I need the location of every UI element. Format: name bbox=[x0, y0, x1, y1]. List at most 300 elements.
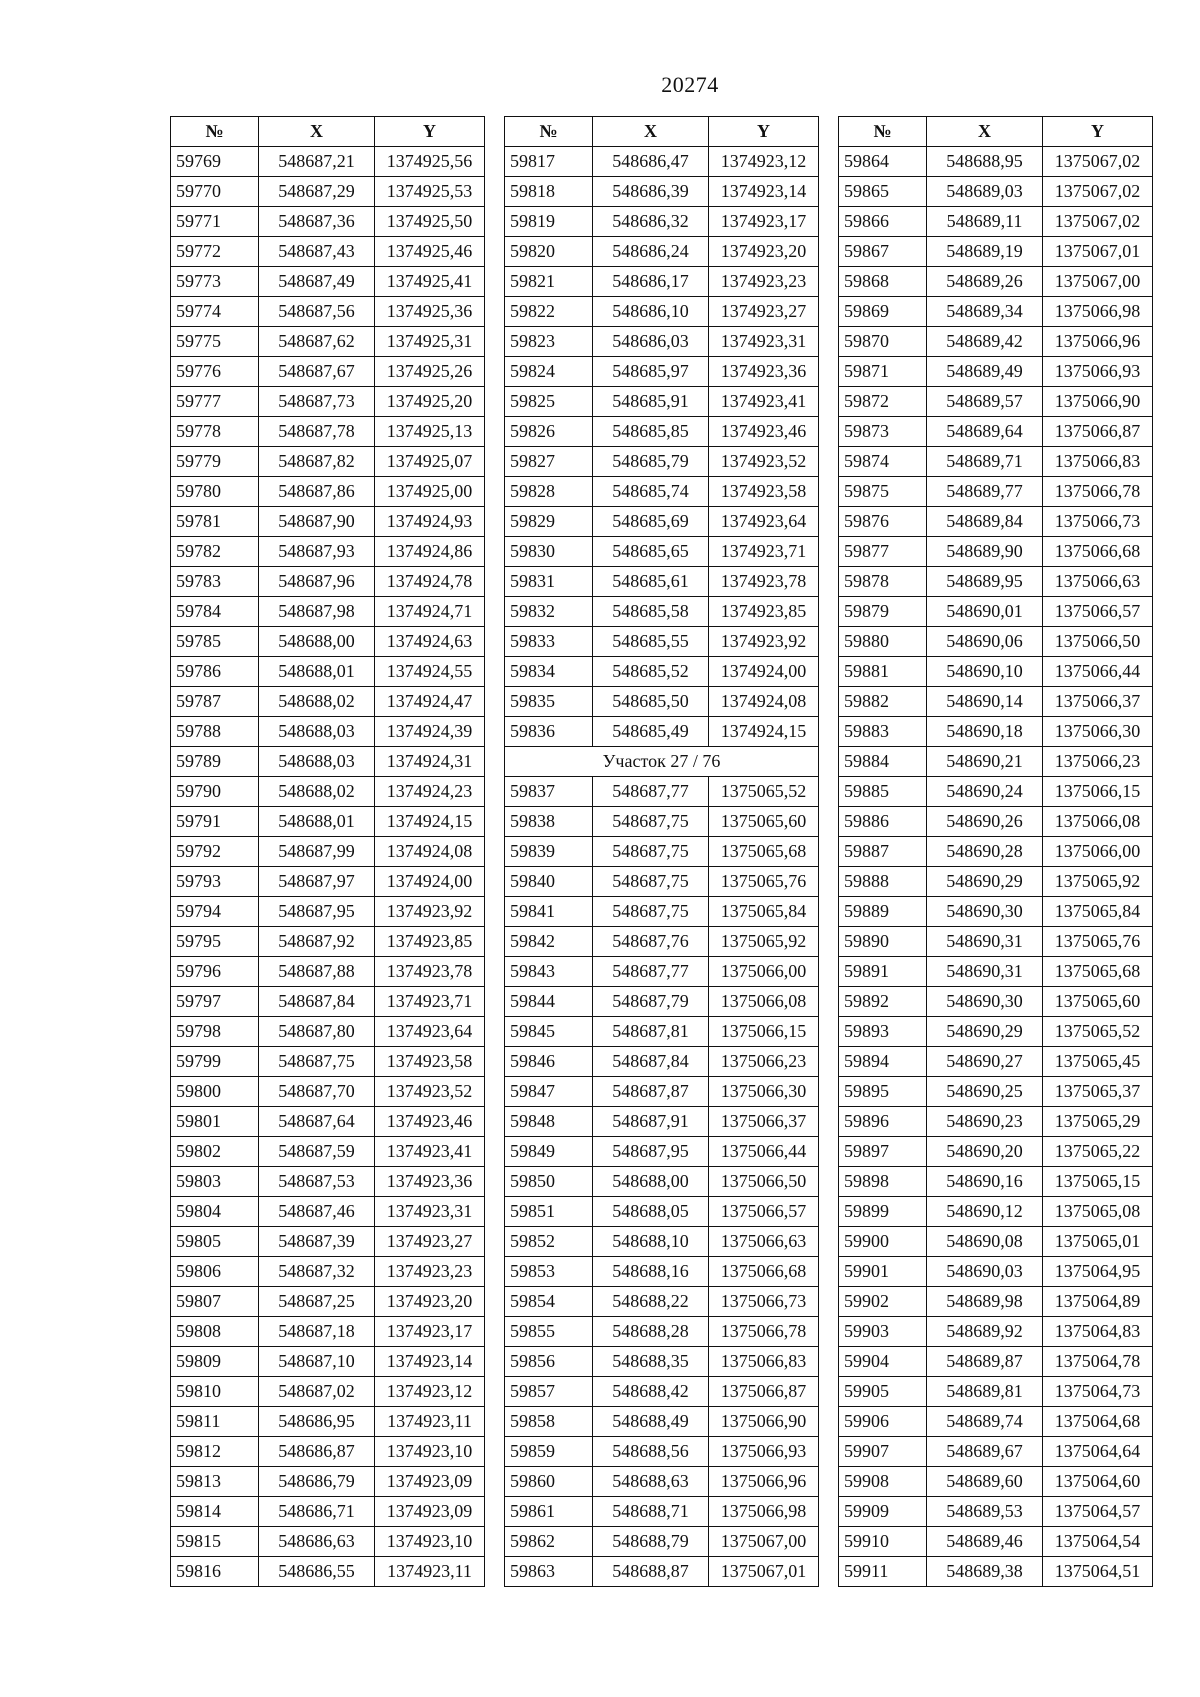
table-row bbox=[171, 1197, 485, 1227]
y-coordinate-cell: 1375064,78 bbox=[1043, 1347, 1153, 1377]
y-coordinate-cell: 1375064,54 bbox=[1043, 1527, 1153, 1557]
point-number-cell: 59861 bbox=[505, 1497, 593, 1527]
table-row bbox=[839, 207, 1153, 237]
point-number-cell: 59860 bbox=[505, 1467, 593, 1497]
point-number-cell: 59843 bbox=[505, 957, 593, 987]
point-number-cell: 59863 bbox=[505, 1557, 593, 1587]
table-row bbox=[839, 717, 1153, 747]
x-coordinate-cell: 548685,50 bbox=[593, 687, 709, 717]
table-row bbox=[839, 747, 1153, 777]
table-row bbox=[505, 387, 819, 417]
x-coordinate-cell: 548687,84 bbox=[593, 1047, 709, 1077]
x-coordinate-cell: 548687,79 bbox=[593, 987, 709, 1017]
y-coordinate-cell: 1375065,60 bbox=[709, 807, 819, 837]
x-coordinate-cell: 548690,31 bbox=[927, 927, 1043, 957]
table-row bbox=[839, 387, 1153, 417]
x-coordinate-cell: 548687,93 bbox=[259, 537, 375, 567]
point-number-cell: 59815 bbox=[171, 1527, 259, 1557]
point-number-cell: 59851 bbox=[505, 1197, 593, 1227]
y-coordinate-cell: 1375065,92 bbox=[709, 927, 819, 957]
point-number-cell: 59839 bbox=[505, 837, 593, 867]
x-coordinate-cell: 548690,29 bbox=[927, 1017, 1043, 1047]
point-number-cell: 59868 bbox=[839, 267, 927, 297]
table-header-row bbox=[171, 117, 485, 147]
x-coordinate-cell: 548685,58 bbox=[593, 597, 709, 627]
point-number-cell: 59791 bbox=[171, 807, 259, 837]
x-coordinate-cell: 548688,79 bbox=[593, 1527, 709, 1557]
y-coordinate-cell: 1374923,14 bbox=[375, 1347, 485, 1377]
point-number-cell: 59846 bbox=[505, 1047, 593, 1077]
y-coordinate-cell: 1374925,13 bbox=[375, 417, 485, 447]
point-number-cell: 59894 bbox=[839, 1047, 927, 1077]
x-coordinate-cell: 548687,95 bbox=[259, 897, 375, 927]
table-row bbox=[171, 897, 485, 927]
y-coordinate-cell: 1374923,17 bbox=[709, 207, 819, 237]
table-row bbox=[839, 1197, 1153, 1227]
point-number-cell: 59873 bbox=[839, 417, 927, 447]
y-coordinate-cell: 1375066,63 bbox=[1043, 567, 1153, 597]
point-number-cell: 59887 bbox=[839, 837, 927, 867]
y-coordinate-cell: 1374924,86 bbox=[375, 537, 485, 567]
table-row bbox=[171, 627, 485, 657]
y-coordinate-cell: 1374923,12 bbox=[709, 147, 819, 177]
y-coordinate-cell: 1374924,00 bbox=[375, 867, 485, 897]
y-coordinate-cell: 1374923,14 bbox=[709, 177, 819, 207]
header-num: № bbox=[505, 117, 593, 147]
table-row bbox=[505, 207, 819, 237]
x-coordinate-cell: 548687,02 bbox=[259, 1377, 375, 1407]
y-coordinate-cell: 1375066,15 bbox=[1043, 777, 1153, 807]
x-coordinate-cell: 548687,80 bbox=[259, 1017, 375, 1047]
y-coordinate-cell: 1375066,90 bbox=[1043, 387, 1153, 417]
point-number-cell: 59824 bbox=[505, 357, 593, 387]
table-row bbox=[839, 837, 1153, 867]
point-number-cell: 59796 bbox=[171, 957, 259, 987]
table-header-row bbox=[839, 117, 1153, 147]
point-number-cell: 59906 bbox=[839, 1407, 927, 1437]
y-coordinate-cell: 1375065,01 bbox=[1043, 1227, 1153, 1257]
x-coordinate-cell: 548690,26 bbox=[927, 807, 1043, 837]
x-coordinate-cell: 548689,64 bbox=[927, 417, 1043, 447]
table-row bbox=[171, 417, 485, 447]
table-row bbox=[505, 1437, 819, 1467]
y-coordinate-cell: 1374923,10 bbox=[375, 1437, 485, 1467]
point-number-cell: 59840 bbox=[505, 867, 593, 897]
table-row bbox=[171, 1497, 485, 1527]
x-coordinate-cell: 548687,18 bbox=[259, 1317, 375, 1347]
point-number-cell: 59849 bbox=[505, 1137, 593, 1167]
table-row bbox=[839, 1077, 1153, 1107]
y-coordinate-cell: 1375066,73 bbox=[1043, 507, 1153, 537]
table-row bbox=[171, 1347, 485, 1377]
x-coordinate-cell: 548688,02 bbox=[259, 777, 375, 807]
x-coordinate-cell: 548687,92 bbox=[259, 927, 375, 957]
table-row bbox=[171, 1377, 485, 1407]
table-row bbox=[505, 1347, 819, 1377]
point-number-cell: 59828 bbox=[505, 477, 593, 507]
y-coordinate-cell: 1374923,92 bbox=[375, 897, 485, 927]
y-coordinate-cell: 1375066,23 bbox=[709, 1047, 819, 1077]
x-coordinate-cell: 548689,46 bbox=[927, 1527, 1043, 1557]
x-coordinate-cell: 548689,77 bbox=[927, 477, 1043, 507]
x-coordinate-cell: 548686,03 bbox=[593, 327, 709, 357]
y-coordinate-cell: 1374924,08 bbox=[375, 837, 485, 867]
x-coordinate-cell: 548689,57 bbox=[927, 387, 1043, 417]
x-coordinate-cell: 548689,71 bbox=[927, 447, 1043, 477]
x-coordinate-cell: 548687,29 bbox=[259, 177, 375, 207]
point-number-cell: 59779 bbox=[171, 447, 259, 477]
table-row bbox=[171, 1137, 485, 1167]
table-row bbox=[505, 1377, 819, 1407]
y-coordinate-cell: 1374925,26 bbox=[375, 357, 485, 387]
x-coordinate-cell: 548688,03 bbox=[259, 717, 375, 747]
x-coordinate-cell: 548687,81 bbox=[593, 1017, 709, 1047]
y-coordinate-cell: 1375065,52 bbox=[1043, 1017, 1153, 1047]
point-number-cell: 59847 bbox=[505, 1077, 593, 1107]
x-coordinate-cell: 548687,91 bbox=[593, 1107, 709, 1137]
x-coordinate-cell: 548690,24 bbox=[927, 777, 1043, 807]
table-row bbox=[505, 1197, 819, 1227]
table-row bbox=[171, 747, 485, 777]
x-coordinate-cell: 548686,71 bbox=[259, 1497, 375, 1527]
y-coordinate-cell: 1375067,02 bbox=[1043, 147, 1153, 177]
x-coordinate-cell: 548687,36 bbox=[259, 207, 375, 237]
point-number-cell: 59827 bbox=[505, 447, 593, 477]
header-y: Y bbox=[709, 117, 819, 147]
point-number-cell: 59818 bbox=[505, 177, 593, 207]
coordinates-table-2 bbox=[504, 116, 819, 1587]
table-row bbox=[171, 267, 485, 297]
y-coordinate-cell: 1374923,36 bbox=[709, 357, 819, 387]
point-number-cell: 59848 bbox=[505, 1107, 593, 1137]
y-coordinate-cell: 1375066,63 bbox=[709, 1227, 819, 1257]
x-coordinate-cell: 548685,97 bbox=[593, 357, 709, 387]
point-number-cell: 59784 bbox=[171, 597, 259, 627]
y-coordinate-cell: 1375067,01 bbox=[709, 1557, 819, 1587]
point-number-cell: 59853 bbox=[505, 1257, 593, 1287]
table-row bbox=[171, 1557, 485, 1587]
point-number-cell: 59771 bbox=[171, 207, 259, 237]
table-row bbox=[171, 387, 485, 417]
point-number-cell: 59829 bbox=[505, 507, 593, 537]
x-coordinate-cell: 548686,24 bbox=[593, 237, 709, 267]
point-number-cell: 59881 bbox=[839, 657, 927, 687]
x-coordinate-cell: 548688,02 bbox=[259, 687, 375, 717]
x-coordinate-cell: 548688,01 bbox=[259, 657, 375, 687]
point-number-cell: 59773 bbox=[171, 267, 259, 297]
point-number-cell: 59890 bbox=[839, 927, 927, 957]
table-row bbox=[839, 237, 1153, 267]
x-coordinate-cell: 548688,22 bbox=[593, 1287, 709, 1317]
table-row bbox=[839, 447, 1153, 477]
y-coordinate-cell: 1374924,15 bbox=[709, 717, 819, 747]
table-row bbox=[839, 357, 1153, 387]
point-number-cell: 59821 bbox=[505, 267, 593, 297]
table-row bbox=[505, 1287, 819, 1317]
table-row bbox=[505, 417, 819, 447]
x-coordinate-cell: 548689,60 bbox=[927, 1467, 1043, 1497]
table-row bbox=[839, 777, 1153, 807]
y-coordinate-cell: 1375066,87 bbox=[709, 1377, 819, 1407]
y-coordinate-cell: 1374923,11 bbox=[375, 1407, 485, 1437]
y-coordinate-cell: 1374925,56 bbox=[375, 147, 485, 177]
x-coordinate-cell: 548690,27 bbox=[927, 1047, 1043, 1077]
x-coordinate-cell: 548687,96 bbox=[259, 567, 375, 597]
x-coordinate-cell: 548687,87 bbox=[593, 1077, 709, 1107]
point-number-cell: 59819 bbox=[505, 207, 593, 237]
x-coordinate-cell: 548688,95 bbox=[927, 147, 1043, 177]
point-number-cell: 59789 bbox=[171, 747, 259, 777]
x-coordinate-cell: 548686,87 bbox=[259, 1437, 375, 1467]
point-number-cell: 59798 bbox=[171, 1017, 259, 1047]
y-coordinate-cell: 1375066,78 bbox=[1043, 477, 1153, 507]
y-coordinate-cell: 1374923,71 bbox=[709, 537, 819, 567]
table-row bbox=[839, 1377, 1153, 1407]
point-number-cell: 59778 bbox=[171, 417, 259, 447]
table-row bbox=[505, 507, 819, 537]
x-coordinate-cell: 548690,21 bbox=[927, 747, 1043, 777]
point-number-cell: 59838 bbox=[505, 807, 593, 837]
point-number-cell: 59826 bbox=[505, 417, 593, 447]
table-row bbox=[171, 1407, 485, 1437]
x-coordinate-cell: 548690,08 bbox=[927, 1227, 1043, 1257]
x-coordinate-cell: 548690,10 bbox=[927, 657, 1043, 687]
y-coordinate-cell: 1375065,68 bbox=[709, 837, 819, 867]
y-coordinate-cell: 1375066,00 bbox=[1043, 837, 1153, 867]
table-row bbox=[505, 1107, 819, 1137]
table-row bbox=[171, 1527, 485, 1557]
table-row bbox=[171, 1107, 485, 1137]
y-coordinate-cell: 1374924,71 bbox=[375, 597, 485, 627]
point-number-cell: 59786 bbox=[171, 657, 259, 687]
point-number-cell: 59830 bbox=[505, 537, 593, 567]
table-row bbox=[839, 417, 1153, 447]
x-coordinate-cell: 548687,32 bbox=[259, 1257, 375, 1287]
table-row bbox=[839, 687, 1153, 717]
point-number-cell: 59889 bbox=[839, 897, 927, 927]
y-coordinate-cell: 1374923,46 bbox=[709, 417, 819, 447]
point-number-cell: 59794 bbox=[171, 897, 259, 927]
header-x: X bbox=[927, 117, 1043, 147]
x-coordinate-cell: 548688,71 bbox=[593, 1497, 709, 1527]
point-number-cell: 59895 bbox=[839, 1077, 927, 1107]
point-number-cell: 59879 bbox=[839, 597, 927, 627]
x-coordinate-cell: 548688,00 bbox=[259, 627, 375, 657]
y-coordinate-cell: 1374923,17 bbox=[375, 1317, 485, 1347]
table-row bbox=[171, 1317, 485, 1347]
y-coordinate-cell: 1374923,36 bbox=[375, 1167, 485, 1197]
x-coordinate-cell: 548690,01 bbox=[927, 597, 1043, 627]
table-row bbox=[839, 1557, 1153, 1587]
table-row bbox=[171, 537, 485, 567]
x-coordinate-cell: 548688,00 bbox=[593, 1167, 709, 1197]
x-coordinate-cell: 548688,42 bbox=[593, 1377, 709, 1407]
y-coordinate-cell: 1375066,44 bbox=[709, 1137, 819, 1167]
x-coordinate-cell: 548689,11 bbox=[927, 207, 1043, 237]
y-coordinate-cell: 1374923,09 bbox=[375, 1467, 485, 1497]
point-number-cell: 59799 bbox=[171, 1047, 259, 1077]
point-number-cell: 59864 bbox=[839, 147, 927, 177]
y-coordinate-cell: 1374923,52 bbox=[375, 1077, 485, 1107]
x-coordinate-cell: 548690,03 bbox=[927, 1257, 1043, 1287]
table-row bbox=[505, 897, 819, 927]
table-row bbox=[505, 717, 819, 747]
y-coordinate-cell: 1374925,41 bbox=[375, 267, 485, 297]
x-coordinate-cell: 548689,98 bbox=[927, 1287, 1043, 1317]
point-number-cell: 59816 bbox=[171, 1557, 259, 1587]
table-row bbox=[171, 1227, 485, 1257]
y-coordinate-cell: 1374923,31 bbox=[709, 327, 819, 357]
y-coordinate-cell: 1375064,57 bbox=[1043, 1497, 1153, 1527]
table-row bbox=[839, 147, 1153, 177]
point-number-cell: 59871 bbox=[839, 357, 927, 387]
point-number-cell: 59793 bbox=[171, 867, 259, 897]
y-coordinate-cell: 1375066,93 bbox=[1043, 357, 1153, 387]
point-number-cell: 59855 bbox=[505, 1317, 593, 1347]
y-coordinate-cell: 1375066,68 bbox=[709, 1257, 819, 1287]
y-coordinate-cell: 1375066,37 bbox=[1043, 687, 1153, 717]
table-row bbox=[505, 237, 819, 267]
table-row bbox=[171, 1287, 485, 1317]
table-row bbox=[505, 1227, 819, 1257]
x-coordinate-cell: 548685,85 bbox=[593, 417, 709, 447]
x-coordinate-cell: 548687,78 bbox=[259, 417, 375, 447]
y-coordinate-cell: 1375066,44 bbox=[1043, 657, 1153, 687]
x-coordinate-cell: 548688,56 bbox=[593, 1437, 709, 1467]
header-x: X bbox=[593, 117, 709, 147]
point-number-cell: 59903 bbox=[839, 1317, 927, 1347]
header-x: X bbox=[259, 117, 375, 147]
y-coordinate-cell: 1375065,37 bbox=[1043, 1077, 1153, 1107]
table-row bbox=[171, 507, 485, 537]
x-coordinate-cell: 548687,25 bbox=[259, 1287, 375, 1317]
x-coordinate-cell: 548685,55 bbox=[593, 627, 709, 657]
x-coordinate-cell: 548687,90 bbox=[259, 507, 375, 537]
y-coordinate-cell: 1375067,02 bbox=[1043, 207, 1153, 237]
y-coordinate-cell: 1375066,08 bbox=[709, 987, 819, 1017]
table-row bbox=[505, 1407, 819, 1437]
x-coordinate-cell: 548689,95 bbox=[927, 567, 1043, 597]
point-number-cell: 59776 bbox=[171, 357, 259, 387]
table-row bbox=[171, 597, 485, 627]
table-row bbox=[839, 1527, 1153, 1557]
x-coordinate-cell: 548690,18 bbox=[927, 717, 1043, 747]
y-coordinate-cell: 1374923,31 bbox=[375, 1197, 485, 1227]
table-row bbox=[839, 1347, 1153, 1377]
table-row bbox=[839, 327, 1153, 357]
x-coordinate-cell: 548690,12 bbox=[927, 1197, 1043, 1227]
y-coordinate-cell: 1374925,53 bbox=[375, 177, 485, 207]
table-row bbox=[171, 237, 485, 267]
y-coordinate-cell: 1374923,58 bbox=[375, 1047, 485, 1077]
x-coordinate-cell: 548689,26 bbox=[927, 267, 1043, 297]
x-coordinate-cell: 548686,79 bbox=[259, 1467, 375, 1497]
point-number-cell: 59807 bbox=[171, 1287, 259, 1317]
x-coordinate-cell: 548690,14 bbox=[927, 687, 1043, 717]
x-coordinate-cell: 548688,63 bbox=[593, 1467, 709, 1497]
y-coordinate-cell: 1374923,12 bbox=[375, 1377, 485, 1407]
table-row bbox=[505, 1047, 819, 1077]
table-row bbox=[839, 1047, 1153, 1077]
point-number-cell: 59770 bbox=[171, 177, 259, 207]
point-number-cell: 59882 bbox=[839, 687, 927, 717]
x-coordinate-cell: 548687,75 bbox=[593, 837, 709, 867]
point-number-cell: 59880 bbox=[839, 627, 927, 657]
point-number-cell: 59792 bbox=[171, 837, 259, 867]
point-number-cell: 59835 bbox=[505, 687, 593, 717]
y-coordinate-cell: 1375066,00 bbox=[709, 957, 819, 987]
table-body bbox=[505, 147, 819, 1587]
y-coordinate-cell: 1375066,98 bbox=[709, 1497, 819, 1527]
table-row bbox=[171, 327, 485, 357]
y-coordinate-cell: 1375065,84 bbox=[1043, 897, 1153, 927]
point-number-cell: 59781 bbox=[171, 507, 259, 537]
point-number-cell: 59795 bbox=[171, 927, 259, 957]
header-y: Y bbox=[375, 117, 485, 147]
point-number-cell: 59841 bbox=[505, 897, 593, 927]
point-number-cell: 59790 bbox=[171, 777, 259, 807]
table-row bbox=[171, 1167, 485, 1197]
table-row bbox=[839, 1017, 1153, 1047]
table-row bbox=[839, 1467, 1153, 1497]
table-row bbox=[505, 927, 819, 957]
point-number-cell: 59822 bbox=[505, 297, 593, 327]
x-coordinate-cell: 548688,35 bbox=[593, 1347, 709, 1377]
point-number-cell: 59910 bbox=[839, 1527, 927, 1557]
y-coordinate-cell: 1374923,41 bbox=[375, 1137, 485, 1167]
point-number-cell: 59805 bbox=[171, 1227, 259, 1257]
table-row bbox=[505, 567, 819, 597]
y-coordinate-cell: 1374923,92 bbox=[709, 627, 819, 657]
y-coordinate-cell: 1375067,02 bbox=[1043, 177, 1153, 207]
x-coordinate-cell: 548689,74 bbox=[927, 1407, 1043, 1437]
table-row bbox=[171, 807, 485, 837]
y-coordinate-cell: 1374923,58 bbox=[709, 477, 819, 507]
table-row bbox=[171, 687, 485, 717]
y-coordinate-cell: 1374925,36 bbox=[375, 297, 485, 327]
table-row bbox=[171, 927, 485, 957]
y-coordinate-cell: 1374924,55 bbox=[375, 657, 485, 687]
y-coordinate-cell: 1374923,52 bbox=[709, 447, 819, 477]
y-coordinate-cell: 1375066,30 bbox=[1043, 717, 1153, 747]
y-coordinate-cell: 1374924,63 bbox=[375, 627, 485, 657]
x-coordinate-cell: 548688,05 bbox=[593, 1197, 709, 1227]
y-coordinate-cell: 1375066,96 bbox=[1043, 327, 1153, 357]
x-coordinate-cell: 548687,10 bbox=[259, 1347, 375, 1377]
x-coordinate-cell: 548685,69 bbox=[593, 507, 709, 537]
x-coordinate-cell: 548688,01 bbox=[259, 807, 375, 837]
table-row bbox=[505, 687, 819, 717]
point-number-cell: 59908 bbox=[839, 1467, 927, 1497]
table-row bbox=[839, 597, 1153, 627]
y-coordinate-cell: 1375065,45 bbox=[1043, 1047, 1153, 1077]
y-coordinate-cell: 1374923,20 bbox=[375, 1287, 485, 1317]
y-coordinate-cell: 1374923,64 bbox=[375, 1017, 485, 1047]
table-row bbox=[505, 957, 819, 987]
y-coordinate-cell: 1375065,92 bbox=[1043, 867, 1153, 897]
table-row bbox=[505, 447, 819, 477]
y-coordinate-cell: 1375066,23 bbox=[1043, 747, 1153, 777]
table-row bbox=[171, 987, 485, 1017]
point-number-cell: 59905 bbox=[839, 1377, 927, 1407]
table-row bbox=[505, 1257, 819, 1287]
x-coordinate-cell: 548687,77 bbox=[593, 777, 709, 807]
x-coordinate-cell: 548689,19 bbox=[927, 237, 1043, 267]
point-number-cell: 59804 bbox=[171, 1197, 259, 1227]
point-number-cell: 59854 bbox=[505, 1287, 593, 1317]
point-number-cell: 59865 bbox=[839, 177, 927, 207]
y-coordinate-cell: 1375066,90 bbox=[709, 1407, 819, 1437]
